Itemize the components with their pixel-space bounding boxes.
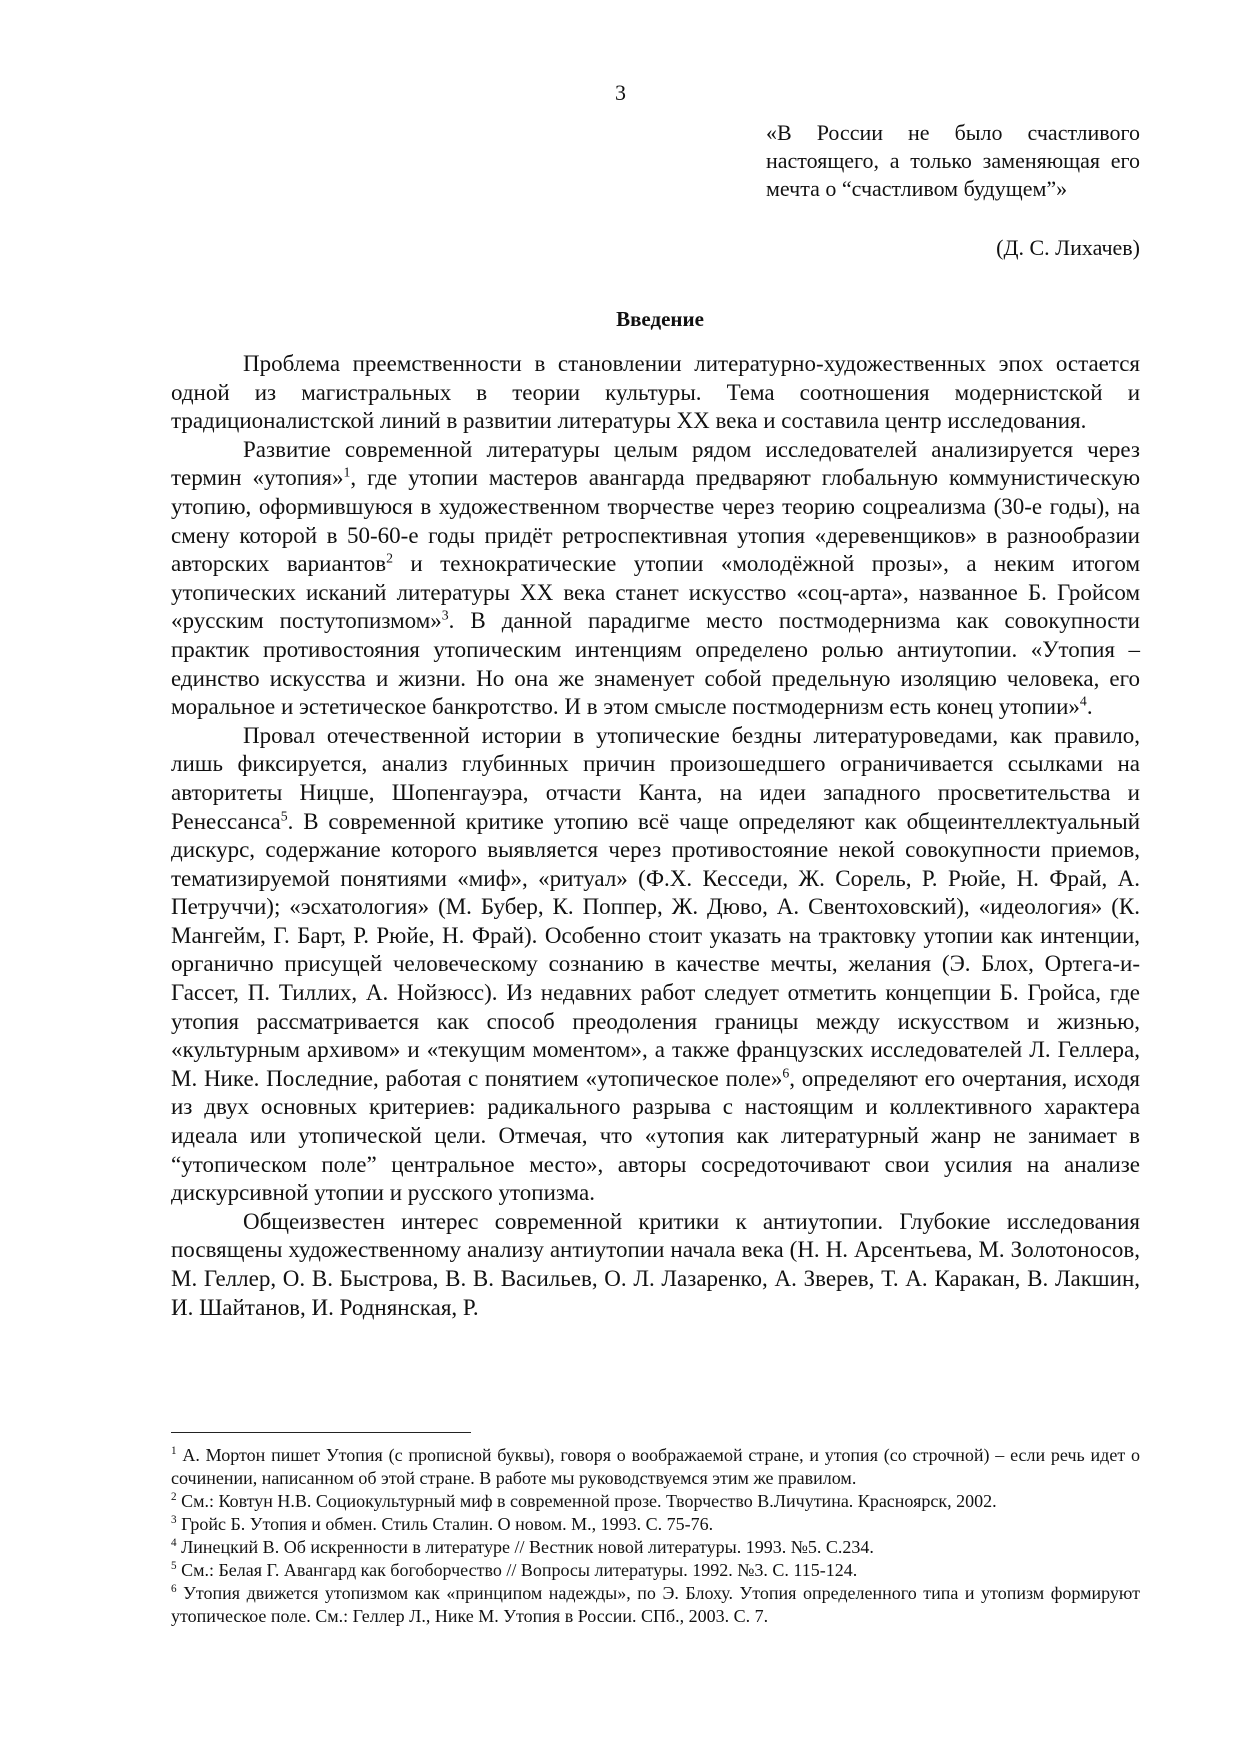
paragraph-2 [171, 436, 1140, 722]
footnote-text: См.: Белая Г. Авангард как богоборчество // Вопросы литературы. 1992. №3. С. 115-124. [176, 1560, 858, 1580]
paragraph-2-text: Развитие современной литературы целым рядом исследователей анализируется через термин «утопия» [171, 436, 1140, 491]
footnote-ref-5[interactable]: 5 [280, 807, 288, 823]
footnote-mark: 1 [171, 1445, 177, 1457]
footnote-ref-2[interactable]: 2 [386, 550, 393, 566]
footnote-1 [171, 1444, 1140, 1490]
footnote-6 [171, 1582, 1140, 1628]
paragraph-3-text: , определяют его очертания, исходя из двух основных критериев: радикального разрыва с настоящим и коллективного характера идеала или утопической цели. Отмечая, что «утопия как литературный жанр не занимает в “утопическом поле” центральное место», авторы сосредоточивают свои усилия на анализе дискурсивной утопии и русского утопизма. [171, 1065, 1140, 1206]
body-text [171, 350, 1140, 1322]
footnote-ref-6[interactable]: 6 [782, 1065, 790, 1081]
footnote-ref-3[interactable]: 3 [441, 607, 449, 623]
paragraph-3-text: Провал отечественной истории в утопические бездны литературоведами, как правило, лишь фиксируется, анализ глубинных причин произошедшего ограничивается ссылками на авторитеты Ницше, Шопенгауэра, отчасти Канта, на идеи западного просветительства и Ренессанса [171, 722, 1140, 834]
footnote-5 [171, 1559, 1140, 1582]
footnote-text: А. Мортон пишет Утопия (с прописной буквы), говоря о воображаемой стране, и утопия (со строчной) – если речь идет о сочинении, написанном об этой стране. В работе мы руководствуемся этим же правилом. [171, 1445, 1140, 1488]
footnote-ref-1[interactable]: 1 [343, 464, 351, 480]
footnote-4 [171, 1536, 1140, 1559]
footnote-mark: 4 [171, 1537, 177, 1549]
paragraph-3 [171, 722, 1140, 1208]
footnote-mark: 2 [171, 1491, 177, 1503]
paragraph-2-text: . В данной парадигме место постмодернизма как совокупности практик противостояния утопическим интенциям определено ролью антиутопии. «Утопия – единство искусства и жизни. Но она же знаменует собой предельную изоляцию человека, его моральное и эстетическое банкротство. И в этом смысле постмодернизм есть конец утопии» [171, 608, 1140, 720]
paragraph-2-text: и технократические утопии «молодёжной прозы», а неким итогом утопических исканий литературы ХХ века станет искусство «соц-арта», названное Б. Гройсом «русским постутопизмом» [171, 551, 1140, 634]
footnote-mark: 6 [171, 1583, 177, 1595]
footnote-ref-4[interactable]: 4 [1079, 693, 1087, 709]
footnote-mark: 3 [171, 1514, 177, 1526]
footnote-text: См.: Ковтун Н.В. Социокультурный миф в современной прозе. Творчество В.Личутина. Красноярск, 2002. [176, 1491, 997, 1511]
paragraph-3-text: . В современной критике утопию всё чаще определяют как общеинтеллектуальный дискурс, содержание которого выявляется через противостояние некой совокупности приемов, тематизируемой понятиями «миф», «ритуал» (Ф.Х. Кесседи, Ж. Сорель, Р. Рюйе, Н. Фрай, А. Петруччи); «эсхатология» (М. Бубер, К. Поппер, Ж. Дюво, А. Свентоховский), «идеология» (К. Мангейм, Г. Барт, Р. Рюйе, Н. Фрай). Особенно стоит указать на трактовку утопии как интенции, органично присущей человеческому сознанию в качестве мечты, желания (Э. Блох, Ортега-и-Гассет, П. Тиллих, А. Нойзюсс). Из недавних работ следует отметить концепции Б. Гройса, где утопия рассматривается как способ преодоления границы между искусством и жизнью, «культурным архивом» и «текущим моментом», а также французских исследователей Л. Геллера, М. Нике. Последние, работая с понятием «утопическое поле» [171, 808, 1140, 1091]
footnote-mark: 5 [171, 1560, 177, 1572]
epigraph-quote: «В России не было счастливого настоящего, а только заменяющая его мечта о “счастливом будущем”» [766, 120, 1140, 201]
footnote-text: Гройс Б. Утопия и обмен. Стиль Сталин. О новом. М., 1993. С. 75-76. [176, 1514, 714, 1534]
footnotes [171, 1444, 1140, 1628]
paragraph-4: Общеизвестен интерес современной критики к антиутопии. Глубокие исследования посвящены художественному анализу антиутопии начала века (Н. Н. Арсентьева, М. Золотоносов, М. Геллер, О. В. Быстрова, В. В. Васильев, О. Л. Лазаренко, А. Зверев, Т. А. Каракан, В. Лакшин, И. Шайтанов, И. Роднянская, Р. [171, 1208, 1140, 1320]
footnote-separator [171, 1432, 471, 1433]
footnote-2 [171, 1490, 1140, 1513]
paragraph-2-text: . [1086, 694, 1093, 720]
footnote-3 [171, 1513, 1140, 1536]
section-heading: Введение [616, 307, 704, 331]
paragraph-1: Проблема преемственности в становлении литературно-художественных эпох остается одной из магистральных в теории культуры. Тема соотношения модернистской и традиционалистской линий в развитии литературы ХХ века и составила центр исследования. [171, 351, 1140, 434]
paragraph-2-text: , где утопии мастеров авангарда предваряют глобальную коммунистическую утопию, оформившуюся в художественном творчестве через теорию соцреализма (30-е годы), на смену которой в 50-60-е годы придёт ретроспективная утопия «деревенщиков» в разнообразии авторских вариантов [171, 465, 1140, 577]
footnote-text: Линецкий В. Об искренности в литературе // Вестник новой литературы. 1993. №5. С.234. [176, 1537, 874, 1557]
epigraph-author: (Д. С. Лихачев) [996, 235, 1140, 260]
page-number: 3 [615, 80, 626, 105]
footnote-text: Утопия движется утопизмом как «принципом надежды», по Э. Блоху. Утопия определенного типа и утопизм формируют утопическое поле. См.: Геллер Л., Нике М. Утопия в России. СПб., 2003. С. 7. [171, 1583, 1140, 1626]
